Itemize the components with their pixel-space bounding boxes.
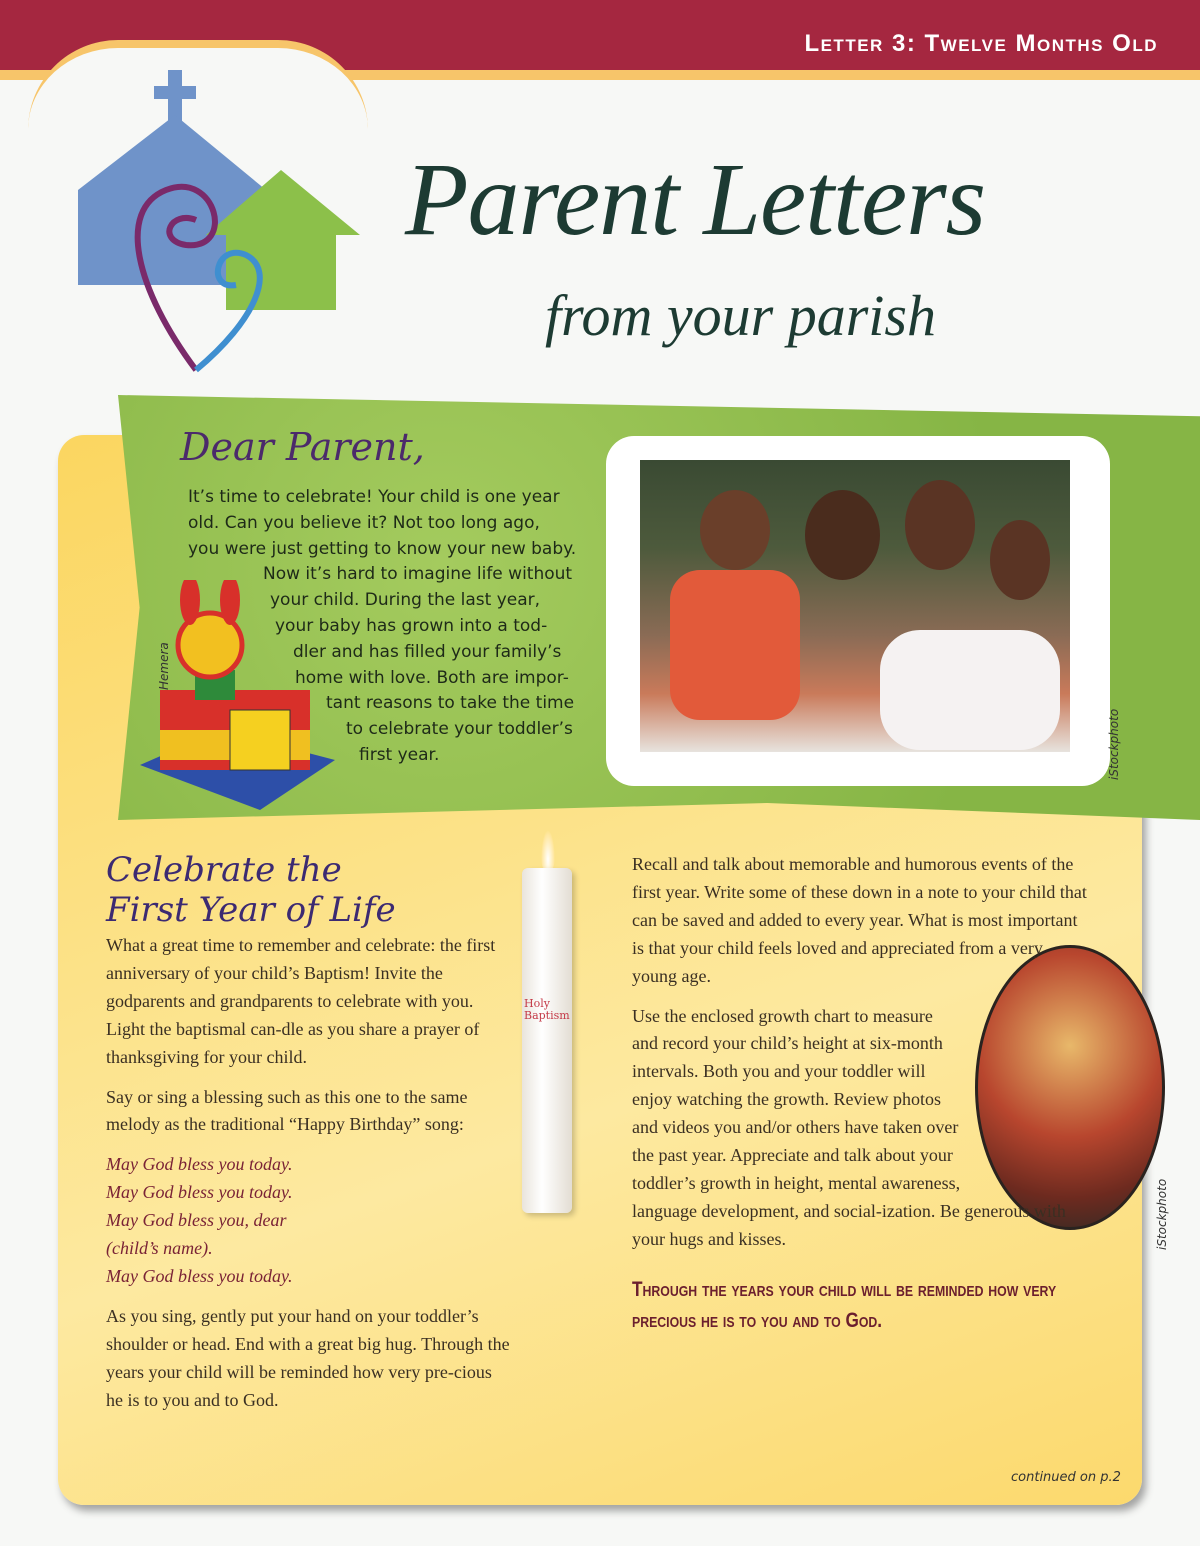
candle-label: Holy Baptism xyxy=(524,997,570,1022)
girl-face xyxy=(990,520,1050,600)
letter-line: your child. During the last year, xyxy=(270,590,541,611)
masthead-subtitle: from your parish xyxy=(545,283,936,348)
parish-logo-icon xyxy=(76,70,366,380)
image-wrap-spacer xyxy=(962,1003,1102,1173)
paragraph: As you sing, gently put your hand on your toddler’s shoulder or head. End with a great big hug. Through the years your child will be reminded how very pre-cious he is to you and to God. xyxy=(106,1305,510,1410)
left-column xyxy=(106,932,511,1427)
letter-line: tant reasons to take the time xyxy=(326,693,575,714)
blessing-line: May God bless you today. xyxy=(106,1265,293,1286)
child-face xyxy=(700,490,770,570)
girl-blouse xyxy=(880,630,1060,750)
masthead-title: Parent Letters xyxy=(405,142,986,257)
mother-face xyxy=(905,480,975,570)
heading-line-2: First Year of Life xyxy=(106,890,396,930)
letter-line: dler and has filled your family’s xyxy=(293,641,562,662)
letter-line: you were just getting to know your new baby. xyxy=(188,538,577,559)
jesus-image-credit: iStockphoto xyxy=(1155,1178,1169,1250)
father-face xyxy=(805,490,880,580)
letter-line: to celebrate your toddler’s xyxy=(346,719,573,740)
salutation: Dear Parent, xyxy=(180,425,425,469)
candle-flame-icon xyxy=(541,830,555,872)
paragraph: Say or sing a blessing such as this one to the same melody as the traditional “Happy Birthday” song: xyxy=(106,1086,468,1135)
blessing-line: (child’s name). xyxy=(106,1238,213,1259)
continued-note: continued on p.2 xyxy=(1011,1470,1121,1485)
section-heading xyxy=(106,850,396,930)
heading-line-1: Celebrate the xyxy=(106,850,342,890)
letter-line: old. Can you believe it? Not too long ago, xyxy=(188,512,540,533)
family-photo-credit: iStockphoto xyxy=(1107,708,1121,780)
letter-line: first year. xyxy=(359,744,440,765)
blessing-line: May God bless you, dear xyxy=(106,1210,287,1231)
right-column xyxy=(632,851,1102,1336)
letter-line: Now it’s hard to imagine life without xyxy=(263,564,573,585)
blessing-line: May God bless you today. xyxy=(106,1182,293,1203)
blessing xyxy=(106,1151,511,1291)
blessing-line: May God bless you today. xyxy=(106,1154,293,1175)
paragraph: Use the enclosed growth chart to measure and record your child’s height at six-month intervals. Both you and your toddler will enjoy watching the growth. Review photos and videos you and/or others have taken over the past year. Appreciate and talk about your toddler’s growth in height, mental awareness, language development, and social-ization. Be generous with your hugs and kisses. xyxy=(632,1005,1066,1249)
paragraph: Recall and talk about memorable and humorous events of the first year. Write some of these down in a note to your child that can be saved and added to every year. What is most important is that your child feels loved and appreciated from a very young age. xyxy=(632,854,1087,986)
letter-line: home with love. Both are impor- xyxy=(295,667,569,688)
paragraph: What a great time to remember and celebrate: the first anniversary of your child’s Baptism! Invite the godparents and grandparents to celebrate with you. Light the baptismal can-dle as you share a prayer of thanksgiving for your child. xyxy=(106,935,496,1067)
toy-bunny-image xyxy=(140,580,340,810)
paragraph-wrap xyxy=(632,1003,1102,1254)
callout-text: Through the years your child will be reminded how very precious he is to you and to God. xyxy=(632,1277,1057,1332)
toy-photo-credit: Hemera xyxy=(157,642,171,690)
child-shirt xyxy=(670,570,800,720)
letter-label: Letter 3: Twelve Months Old xyxy=(804,30,1158,57)
letter-line: It’s time to celebrate! Your child is one year xyxy=(188,487,560,507)
baptismal-candle-image xyxy=(522,868,572,1213)
family-photo xyxy=(640,460,1070,752)
letter-line: your baby has grown into a tod- xyxy=(275,615,548,636)
